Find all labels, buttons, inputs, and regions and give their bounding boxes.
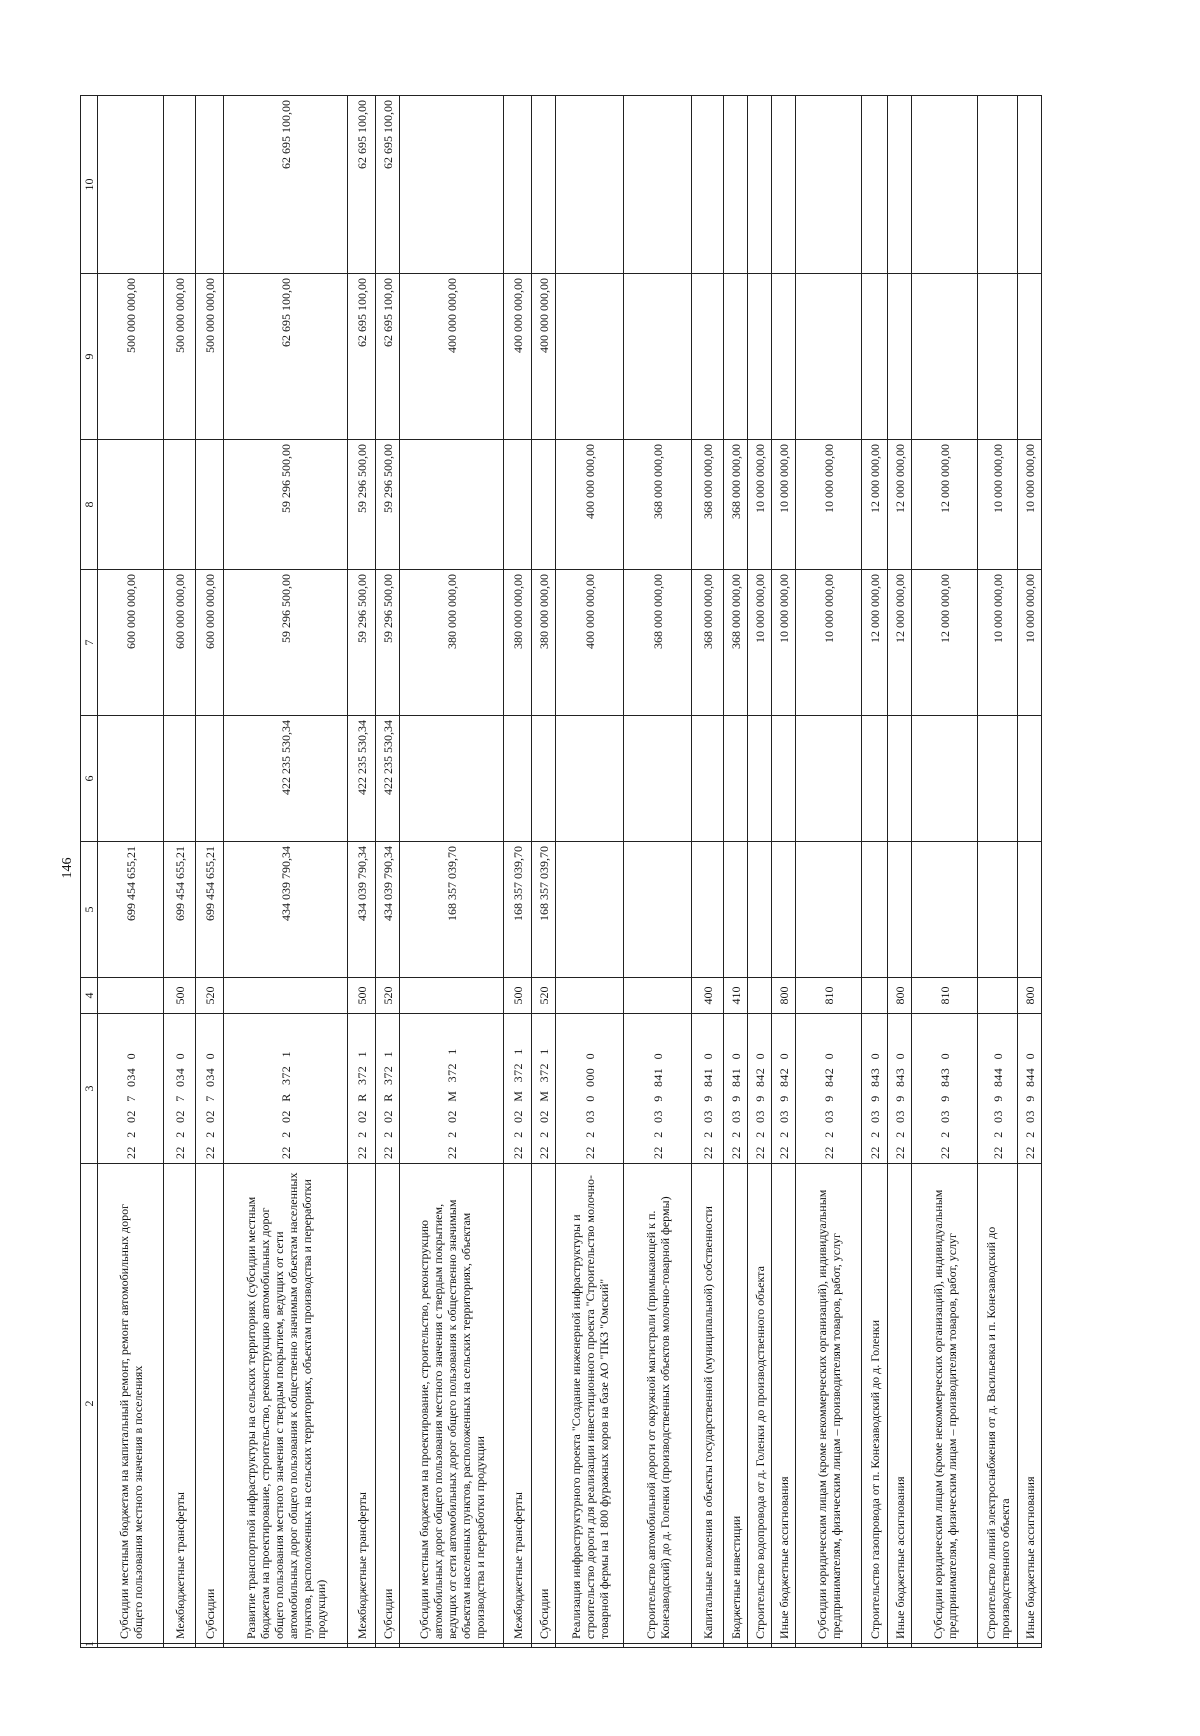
- value-cell: 10 000 000,00: [772, 570, 796, 716]
- header-cell: 1: [82, 1641, 96, 1647]
- value-cell: 699 454 655,21: [196, 842, 224, 978]
- name-cell: Межбюджетные трансферты: [164, 1164, 196, 1644]
- table-row: [692, 96, 724, 1648]
- code-cell: 22 2 03 9 844 0: [1018, 1014, 1042, 1164]
- vr-cell: 520: [196, 978, 224, 1014]
- value-cell: [164, 96, 196, 274]
- index-cell: [376, 1644, 400, 1648]
- value-cell: [532, 716, 556, 842]
- budget-table: [80, 95, 1042, 1648]
- value-cell: 500 000 000,00: [98, 274, 164, 440]
- value-cell: 422 235 530,34: [376, 716, 400, 842]
- name-cell: Иные бюджетные ассигнования: [888, 1164, 912, 1644]
- name-cell: Субсидии: [196, 1164, 224, 1644]
- value-cell: [1018, 842, 1042, 978]
- value-cell: 59 296 500,00: [348, 570, 376, 716]
- vr-cell: 810: [796, 978, 862, 1014]
- value-cell: 400 000 000,00: [556, 570, 624, 716]
- vr-cell: [978, 978, 1018, 1014]
- header-cell: 8: [81, 440, 98, 570]
- table-row: [556, 96, 624, 1648]
- value-cell: 500 000 000,00: [196, 274, 224, 440]
- value-cell: 10 000 000,00: [772, 440, 796, 570]
- vr-cell: 500: [164, 978, 196, 1014]
- name-cell: Межбюджетные трансферты: [348, 1164, 376, 1644]
- value-cell: [978, 842, 1018, 978]
- name-cell: Субсидии юридическим лицам (кроме некоммерческих организаций), индивидуальным предпринимателям, физическим лицам – производителям товаров, работ, услуг: [912, 1164, 978, 1644]
- value-cell: [556, 716, 624, 842]
- index-cell: [504, 1644, 532, 1648]
- value-cell: 380 000 000,00: [532, 570, 556, 716]
- value-cell: 422 235 530,34: [224, 716, 348, 842]
- table-row: [164, 96, 196, 1648]
- value-cell: 12 000 000,00: [912, 570, 978, 716]
- index-cell: [532, 1644, 556, 1648]
- header-cell: 7: [81, 570, 98, 716]
- name-cell: Субсидии местным бюджетам на проектирование, строительство, реконструкцию автомобильных дорог общего пользования местного значения с твердым покрытием, ведущих от сети автомобильных дорог общего пользования к общественно значимым объектам населенных пунктов, расположенных на сельских территориях, объектам производства и переработки продукции: [400, 1164, 504, 1644]
- vr-cell: [748, 978, 772, 1014]
- value-cell: 10 000 000,00: [796, 440, 862, 570]
- name-cell: Субсидии: [532, 1164, 556, 1644]
- table-row: [532, 96, 556, 1648]
- table-row: [376, 96, 400, 1648]
- name-cell: Субсидии местным бюджетам на капитальный ремонт, ремонт автомобильных дорог общего пользования местного значения в поселениях: [98, 1164, 164, 1644]
- value-cell: [862, 96, 888, 274]
- value-cell: [556, 274, 624, 440]
- value-cell: [692, 96, 724, 274]
- value-cell: [196, 440, 224, 570]
- value-cell: [862, 716, 888, 842]
- value-cell: [772, 96, 796, 274]
- value-cell: [1018, 96, 1042, 274]
- value-cell: 400 000 000,00: [504, 274, 532, 440]
- vr-cell: 500: [504, 978, 532, 1014]
- value-cell: [912, 274, 978, 440]
- index-cell: [348, 1644, 376, 1648]
- value-cell: 400 000 000,00: [400, 274, 504, 440]
- index-cell: [624, 1644, 692, 1648]
- header-cell: 10: [81, 96, 98, 274]
- value-cell: 380 000 000,00: [400, 570, 504, 716]
- value-cell: 12 000 000,00: [912, 440, 978, 570]
- index-cell: [724, 1644, 748, 1648]
- vr-cell: 520: [376, 978, 400, 1014]
- value-cell: [748, 274, 772, 440]
- value-cell: 368 000 000,00: [724, 570, 748, 716]
- value-cell: 62 695 100,00: [376, 96, 400, 274]
- table-row: [196, 96, 224, 1648]
- code-cell: 22 2 03 9 842 0: [796, 1014, 862, 1164]
- code-cell: 22 2 02 7 034 0: [196, 1014, 224, 1164]
- value-cell: 434 039 790,34: [348, 842, 376, 978]
- vr-cell: 800: [772, 978, 796, 1014]
- value-cell: [796, 716, 862, 842]
- name-cell: Строительство водопровода от д. Голенки до производственного объекта: [748, 1164, 772, 1644]
- index-cell: [978, 1644, 1018, 1648]
- index-cell: [196, 1644, 224, 1648]
- value-cell: [978, 96, 1018, 274]
- value-cell: [862, 842, 888, 978]
- value-cell: 380 000 000,00: [504, 570, 532, 716]
- value-cell: 600 000 000,00: [196, 570, 224, 716]
- value-cell: [912, 842, 978, 978]
- value-cell: [888, 96, 912, 274]
- value-cell: [504, 716, 532, 842]
- value-cell: 400 000 000,00: [532, 274, 556, 440]
- value-cell: [400, 96, 504, 274]
- vr-cell: [862, 978, 888, 1014]
- name-cell: Межбюджетные трансферты: [504, 1164, 532, 1644]
- name-cell: Реализация инфраструктурного проекта "Создание инженерной инфраструктуры и строительство дороги для реализации инвестиционного проекта "Строительство молочно-товарной фермы на 1 800 фуражных коров на базе АО "ПКЗ "Омский": [556, 1164, 624, 1644]
- header-cell: 9: [81, 274, 98, 440]
- name-cell: Строительство газопровода от п. Конезаводский до д. Голенки: [862, 1164, 888, 1644]
- vr-cell: [98, 978, 164, 1014]
- value-cell: 10 000 000,00: [1018, 570, 1042, 716]
- table-row: [348, 96, 376, 1648]
- index-cell: [400, 1644, 504, 1648]
- value-cell: 12 000 000,00: [862, 440, 888, 570]
- code-cell: 22 2 02 R 372 1: [348, 1014, 376, 1164]
- table-row: [772, 96, 796, 1648]
- value-cell: [978, 274, 1018, 440]
- value-cell: [164, 440, 196, 570]
- value-cell: [888, 716, 912, 842]
- value-cell: [724, 274, 748, 440]
- value-cell: [772, 716, 796, 842]
- code-cell: 22 2 02 7 034 0: [164, 1014, 196, 1164]
- code-cell: 22 2 03 9 844 0: [978, 1014, 1018, 1164]
- value-cell: [624, 842, 692, 978]
- value-cell: [912, 716, 978, 842]
- code-cell: 22 2 03 9 841 0: [624, 1014, 692, 1164]
- index-cell: [556, 1644, 624, 1648]
- value-cell: [748, 842, 772, 978]
- code-cell: 22 2 03 9 841 0: [724, 1014, 748, 1164]
- vr-cell: 800: [1018, 978, 1042, 1014]
- value-cell: [796, 842, 862, 978]
- table-row: [796, 96, 862, 1648]
- index-cell: [164, 1644, 196, 1648]
- index-cell: [912, 1644, 978, 1648]
- code-cell: 22 2 02 R 372 1: [224, 1014, 348, 1164]
- value-cell: [504, 440, 532, 570]
- value-cell: [532, 96, 556, 274]
- page-number: 146: [60, 857, 75, 879]
- name-cell: Субсидии: [376, 1164, 400, 1644]
- index-cell: [692, 1644, 724, 1648]
- table-row: [748, 96, 772, 1648]
- value-cell: 168 357 039,70: [504, 842, 532, 978]
- value-cell: [748, 96, 772, 274]
- value-cell: [748, 716, 772, 842]
- header-row: [81, 96, 98, 1648]
- value-cell: [556, 842, 624, 978]
- table-row: [504, 96, 532, 1648]
- header-cell: 6: [81, 716, 98, 842]
- value-cell: 168 357 039,70: [532, 842, 556, 978]
- code-cell: 22 2 03 9 843 0: [912, 1014, 978, 1164]
- value-cell: 368 000 000,00: [624, 440, 692, 570]
- value-cell: [772, 274, 796, 440]
- value-cell: 422 235 530,34: [348, 716, 376, 842]
- value-cell: [624, 274, 692, 440]
- value-cell: 500 000 000,00: [164, 274, 196, 440]
- vr-cell: 810: [912, 978, 978, 1014]
- index-cell: [748, 1644, 772, 1648]
- vr-cell: [624, 978, 692, 1014]
- value-cell: [724, 96, 748, 274]
- value-cell: [888, 842, 912, 978]
- index-cell: [888, 1644, 912, 1648]
- value-cell: 62 695 100,00: [348, 274, 376, 440]
- value-cell: [1018, 274, 1042, 440]
- value-cell: [796, 96, 862, 274]
- code-cell: 22 2 03 9 843 0: [862, 1014, 888, 1164]
- budget-table-rotated: [80, 96, 1070, 1648]
- value-cell: 62 695 100,00: [348, 96, 376, 274]
- table-row: [624, 96, 692, 1648]
- value-cell: 62 695 100,00: [376, 274, 400, 440]
- index-cell: [224, 1644, 348, 1648]
- index-cell: [1018, 1644, 1042, 1648]
- code-cell: 22 2 02 7 034 0: [98, 1014, 164, 1164]
- value-cell: [1018, 716, 1042, 842]
- value-cell: [692, 842, 724, 978]
- value-cell: 400 000 000,00: [556, 440, 624, 570]
- value-cell: [400, 440, 504, 570]
- value-cell: 59 296 500,00: [376, 440, 400, 570]
- value-cell: 600 000 000,00: [164, 570, 196, 716]
- value-cell: 699 454 655,21: [164, 842, 196, 978]
- name-cell: Субсидии юридическим лицам (кроме некоммерческих организаций), индивидуальным предпринимателям, физическим лицам – производителям товаров, работ, услуг: [796, 1164, 862, 1644]
- value-cell: [772, 842, 796, 978]
- name-cell: Иные бюджетные ассигнования: [1018, 1164, 1042, 1644]
- header-cell: 4: [81, 978, 98, 1014]
- value-cell: [692, 716, 724, 842]
- value-cell: [98, 96, 164, 274]
- value-cell: 10 000 000,00: [1018, 440, 1042, 570]
- value-cell: 12 000 000,00: [862, 570, 888, 716]
- table-row: [724, 96, 748, 1648]
- value-cell: [98, 440, 164, 570]
- value-cell: [978, 716, 1018, 842]
- value-cell: [504, 96, 532, 274]
- value-cell: [724, 842, 748, 978]
- value-cell: 12 000 000,00: [888, 570, 912, 716]
- value-cell: 59 296 500,00: [348, 440, 376, 570]
- value-cell: 62 695 100,00: [224, 96, 348, 274]
- value-cell: [724, 716, 748, 842]
- value-cell: [196, 716, 224, 842]
- value-cell: [196, 96, 224, 274]
- value-cell: [624, 96, 692, 274]
- value-cell: 10 000 000,00: [796, 570, 862, 716]
- name-cell: Капитальные вложения в объекты государственной (муниципальной) собственности: [692, 1164, 724, 1644]
- value-cell: 10 000 000,00: [748, 570, 772, 716]
- value-cell: [164, 716, 196, 842]
- value-cell: [912, 96, 978, 274]
- value-cell: 434 039 790,34: [224, 842, 348, 978]
- value-cell: 699 454 655,21: [98, 842, 164, 978]
- value-cell: [98, 716, 164, 842]
- vr-cell: 400: [692, 978, 724, 1014]
- name-cell: Строительство линий электроснабжения от д. Васильевка и п. Конезаводский до производственного объекта: [978, 1164, 1018, 1644]
- header-cell: 3: [81, 1014, 98, 1164]
- index-cell: [796, 1644, 862, 1648]
- value-cell: [532, 440, 556, 570]
- value-cell: [888, 274, 912, 440]
- index-cell: [98, 1644, 164, 1648]
- value-cell: 59 296 500,00: [376, 570, 400, 716]
- code-cell: 22 2 03 0 000 0: [556, 1014, 624, 1164]
- code-cell: 22 2 03 9 843 0: [888, 1014, 912, 1164]
- vr-cell: 410: [724, 978, 748, 1014]
- value-cell: [624, 716, 692, 842]
- header-cell: 2: [81, 1164, 98, 1644]
- code-cell: 22 2 03 9 842 0: [772, 1014, 796, 1164]
- code-cell: 22 2 03 9 841 0: [692, 1014, 724, 1164]
- table-row: [888, 96, 912, 1648]
- value-cell: [556, 96, 624, 274]
- vr-cell: [224, 978, 348, 1014]
- header-cell: 5: [81, 842, 98, 978]
- code-cell: 22 2 02 M 372 1: [400, 1014, 504, 1164]
- table-row: [98, 96, 164, 1648]
- value-cell: 59 296 500,00: [224, 570, 348, 716]
- vr-cell: [556, 978, 624, 1014]
- name-cell: Развитие транспортной инфраструктуры на сельских территориях (субсидии местным бюджетам на проектирование, строительство, реконструкцию автомобильных дорог общего пользования местного значения с твердым покрытием, ведущих от сети автомобильных дорог общего пользования к общественно значимым объектам населенных пунктов, расположенных на сельских территориях, объектам производства и переработки продукции): [224, 1164, 348, 1644]
- value-cell: [796, 274, 862, 440]
- name-cell: Бюджетные инвестиции: [724, 1164, 748, 1644]
- name-cell: Строительство автомобильной дороги от окружной магистрали (примыкающей к п. Конезаводский) до д. Голенки (производственных объектов молочно-товарной фермы): [624, 1164, 692, 1644]
- table-row: [862, 96, 888, 1648]
- value-cell: [400, 716, 504, 842]
- vr-cell: [400, 978, 504, 1014]
- table-row: [912, 96, 978, 1648]
- value-cell: 368 000 000,00: [692, 440, 724, 570]
- value-cell: 168 357 039,70: [400, 842, 504, 978]
- value-cell: 10 000 000,00: [748, 440, 772, 570]
- table-row: [400, 96, 504, 1648]
- value-cell: 368 000 000,00: [692, 570, 724, 716]
- index-cell: [772, 1644, 796, 1648]
- value-cell: 10 000 000,00: [978, 570, 1018, 716]
- code-cell: 22 2 02 M 372 1: [504, 1014, 532, 1164]
- table-row: [1018, 96, 1042, 1648]
- index-cell: [862, 1644, 888, 1648]
- value-cell: 62 695 100,00: [224, 274, 348, 440]
- value-cell: 600 000 000,00: [98, 570, 164, 716]
- vr-cell: 800: [888, 978, 912, 1014]
- table-row: [978, 96, 1018, 1648]
- name-cell: Иные бюджетные ассигнования: [772, 1164, 796, 1644]
- vr-cell: 520: [532, 978, 556, 1014]
- value-cell: 59 296 500,00: [224, 440, 348, 570]
- value-cell: 10 000 000,00: [978, 440, 1018, 570]
- code-cell: 22 2 03 9 842 0: [748, 1014, 772, 1164]
- code-cell: 22 2 02 R 372 1: [376, 1014, 400, 1164]
- value-cell: 434 039 790,34: [376, 842, 400, 978]
- table-row: [224, 96, 348, 1648]
- value-cell: [692, 274, 724, 440]
- value-cell: 368 000 000,00: [724, 440, 748, 570]
- value-cell: 368 000 000,00: [624, 570, 692, 716]
- value-cell: [862, 274, 888, 440]
- vr-cell: 500: [348, 978, 376, 1014]
- value-cell: 12 000 000,00: [888, 440, 912, 570]
- code-cell: 22 2 02 M 372 1: [532, 1014, 556, 1164]
